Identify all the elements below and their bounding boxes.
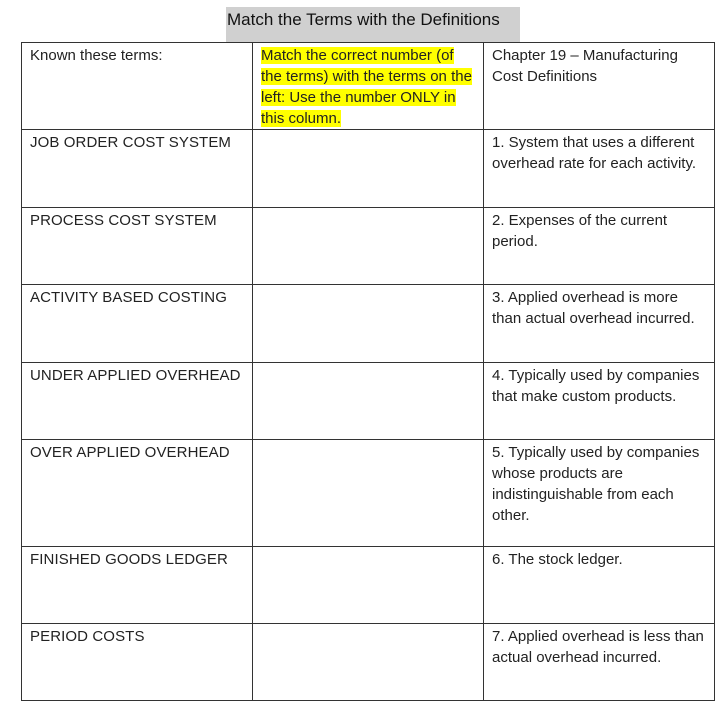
- definition-cell: 2. Expenses of the current period.: [484, 208, 715, 285]
- answer-cell[interactable]: [253, 363, 484, 440]
- definition-cell: 6. The stock ledger.: [484, 547, 715, 624]
- term-cell: JOB ORDER COST SYSTEM: [22, 130, 253, 208]
- answer-cell[interactable]: [253, 440, 484, 547]
- header-answer-instructions: Match the correct number (of the terms) with the terms on the left: Use the number ONLY in this column.: [261, 47, 472, 127]
- table-header-row: [22, 43, 715, 130]
- term-cell: PERIOD COSTS: [22, 624, 253, 701]
- document-title: Match the Terms with the Definitions: [226, 7, 520, 42]
- table-row: [22, 130, 715, 208]
- table-row: [22, 624, 715, 701]
- definition-cell: 3. Applied overhead is more than actual overhead incurred.: [484, 285, 715, 363]
- header-answer: [253, 43, 484, 130]
- definition-cell: 7. Applied overhead is less than actual overhead incurred.: [484, 624, 715, 701]
- term-cell: PROCESS COST SYSTEM: [22, 208, 253, 285]
- term-cell: UNDER APPLIED OVERHEAD: [22, 363, 253, 440]
- table-row: [22, 285, 715, 363]
- table-row: [22, 547, 715, 624]
- term-cell: OVER APPLIED OVERHEAD: [22, 440, 253, 547]
- header-terms: [22, 43, 253, 130]
- term-cell: FINISHED GOODS LEDGER: [22, 547, 253, 624]
- answer-cell[interactable]: [253, 208, 484, 285]
- answer-cell[interactable]: [253, 624, 484, 701]
- definition-cell: 4. Typically used by companies that make custom products.: [484, 363, 715, 440]
- matching-table: [21, 42, 715, 701]
- answer-cell[interactable]: [253, 285, 484, 363]
- header-definitions-label: Chapter 19 – Manufacturing Cost Definitions: [492, 47, 678, 85]
- table-row: [22, 440, 715, 547]
- definition-cell: 5. Typically used by companies whose products are indistinguishable from each other.: [484, 440, 715, 547]
- definition-cell: 1. System that uses a different overhead rate for each activity.: [484, 130, 715, 208]
- table-row: [22, 363, 715, 440]
- term-cell: ACTIVITY BASED COSTING: [22, 285, 253, 363]
- header-terms-label: Known these terms:: [30, 47, 163, 64]
- answer-cell[interactable]: [253, 547, 484, 624]
- table-row: [22, 208, 715, 285]
- answer-cell[interactable]: [253, 130, 484, 208]
- header-definitions: [484, 43, 715, 130]
